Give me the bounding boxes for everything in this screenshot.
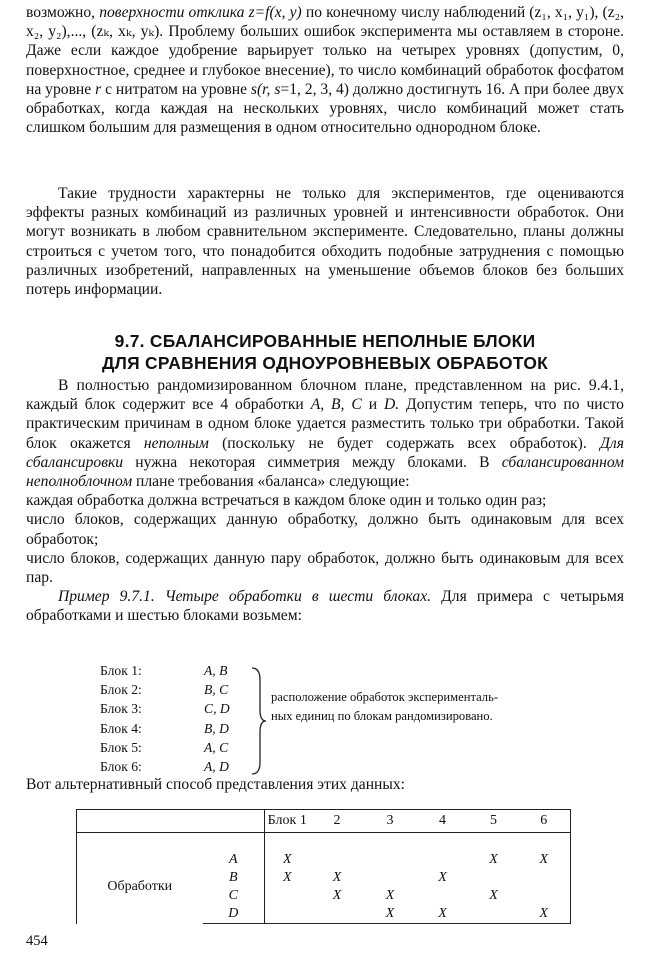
table-row [77,851,571,869]
block-row [100,680,254,699]
block-value: B, D [204,720,229,736]
block-value: B, C [204,682,229,698]
block-row [100,757,254,776]
paragraph-1 [26,3,624,137]
heading-line-1: 9.7. СБАЛАНСИРОВАННЫЕ НЕПОЛНЫЕ БЛОКИ [114,331,536,351]
table-header-cell: 5 [470,810,518,833]
table-cell [470,869,518,887]
p3-term-balancing: Для сбалансировки [26,434,624,471]
table-cell [416,851,470,869]
table-spacer-cell [77,833,203,852]
block-label: Блок 3: [100,701,142,717]
table-cell [265,887,310,905]
p3-term-incomplete: неполным [143,434,209,452]
table-spacer-row [77,833,571,852]
table-cell [310,851,365,869]
p1-term-response-surface: поверхности отклика z=f(x, y) [99,4,302,21]
right-brace [250,666,268,776]
p3-text-c: и [361,396,384,414]
paragraph-2 [26,184,624,299]
treatment-label: A [203,851,265,869]
paragraph-3 [26,376,624,626]
table-corner-cell [203,810,265,833]
brace-note [271,688,498,726]
table-cell: X [282,852,292,867]
block-value: A, D [204,759,229,775]
alt-representation-text: Вот альтернативный способ представления этих данных: [26,776,406,793]
table-cell [365,869,416,887]
table-header-cell: Блок 1 [265,810,310,833]
p3-text-i: нужна некоторая симметрия между блоками. В [123,453,502,471]
treatment-label: C [203,887,265,905]
p3-term-bib: сбалансированном неполноблочном [26,453,624,491]
table-cell: X [365,905,416,924]
table-cell: X [416,905,470,924]
block-list [100,661,254,776]
table-cell: X [489,888,498,903]
block-row [100,699,254,718]
table-cell: X [282,870,292,885]
p1-var-s: s(r, s [250,80,281,98]
table-cell [265,905,310,924]
table-header-cell: 2 [310,810,365,833]
block-label: Блок 4: [100,720,142,736]
p1-text-c: по конечному числу наблюдений (z₁, x₁, y₁), (z₂, x₂, y₂),..., (zₖ, xₖ, yₖ). Проблему больших ошибок эксперимента мы оставляем в стороне. Даже если каждое удобрение варьирует только на четырех уровнях (допустим, 0, поверхностное, среднее и глубокое внесение), то число комбинаций обработок фосфатом на уровне [26,4,624,98]
p3-text-k: плане требования «баланса» следующие: [132,473,410,491]
table-cell: X [489,852,498,867]
table-cell [518,869,571,887]
page-number: 454 [26,933,48,949]
condition-2: число блоков, содержащих данную обработку, должно быть одинаковым для всех обработок; [26,511,624,548]
p1-text-e: с нитратом на уровне [101,80,251,98]
table-header-cell: 3 [365,810,416,833]
block-label: Блок 6: [100,759,142,775]
block-value: A, C [204,739,229,755]
p3-text-g: (поскольку не будет содержать всех обработок). [208,434,601,452]
section-heading [26,330,624,374]
block-label: Блок 5: [100,739,142,755]
p1-var-r: r [95,80,102,98]
p3-text-e: Допустим теперь, что по чисто практическим причинам в одном блоке удается разместить только три обработки. Такой блок окажется [26,396,624,452]
table-cell: X [518,905,571,924]
table-header-row [77,810,571,833]
brace-note-line-2: ных единиц по блокам рандомизировано. [271,709,493,723]
treatment-label: B [203,869,265,887]
table-header-cell: 6 [518,810,571,833]
table-cell: X [332,870,342,885]
table-row-label: Обработки [77,851,203,924]
table-cell: X [438,870,447,885]
block-value: C, D [204,701,230,717]
condition-1: каждая обработка должна встречаться в каждом блоке один и только один раз; [26,492,547,510]
table-cell [365,851,416,869]
table-cell: X [518,851,571,869]
p1-text-a: возможно, [26,4,100,21]
block-label: Блок 2: [100,682,142,698]
block-row [100,738,254,757]
block-label: Блок 1: [100,663,142,678]
incidence-table [76,809,571,924]
table-header-cell: 4 [416,810,470,833]
table-corner-cell [77,810,203,833]
condition-3: число блоков, содержащих данную пару обработок, должно быть одинаковым для всех пар. [26,549,624,587]
example-text: Для примера с четырьмя обработками и шестью блоками возьмем: [26,588,624,625]
table-cell [470,905,518,924]
block-row [100,719,254,738]
table-cell [518,887,571,905]
block-row [100,661,254,680]
p3-treatments-abc: A, B, C [310,396,362,414]
p1-text-g: =1, 2, 3, 4) должно достигнуть 16. А при более двух обработках, когда каждая на нескольких уровнях, число комбинаций может стать слишком большим для размещения в одном относительно однородном блоке. [26,80,624,137]
heading-line-2: ДЛЯ СРАВНЕНИЯ ОДНОУРОВНЕВЫХ ОБРАБОТОК [101,353,549,373]
p2-text: Такие трудности характерны не только для экспериментов, где оцениваются эффекты разных комбинаций из различных уровней и интенсивности обработок. Они могут возникать в любом сравнительном эксперименте. Следовательно, планы должны строиться с учетом того, что понадобится обходить подобные затруднения с помощью различных изобретений, направленных на уменьшение объемов блоков без больших потерь информации. [26,185,624,299]
table-cell [310,905,365,924]
table-cell: X [332,888,342,903]
brace-note-line-1: расположение обработок эксперименталь- [271,690,499,704]
table-cell [416,887,470,905]
table-cell: X [385,888,395,903]
treatment-label: D [203,905,265,924]
block-value: A, B [204,663,228,678]
table-spacer-cell [203,833,265,852]
p3-text-a: В полностью рандомизированном блочном плане, представленном на рис. 9.4.1, каждый блок содержит все 4 обработки [26,377,624,414]
p3-treatment-d: D. [383,396,400,414]
example-title: Пример 9.7.1. Четыре обработки в шести блоках. [58,588,432,606]
